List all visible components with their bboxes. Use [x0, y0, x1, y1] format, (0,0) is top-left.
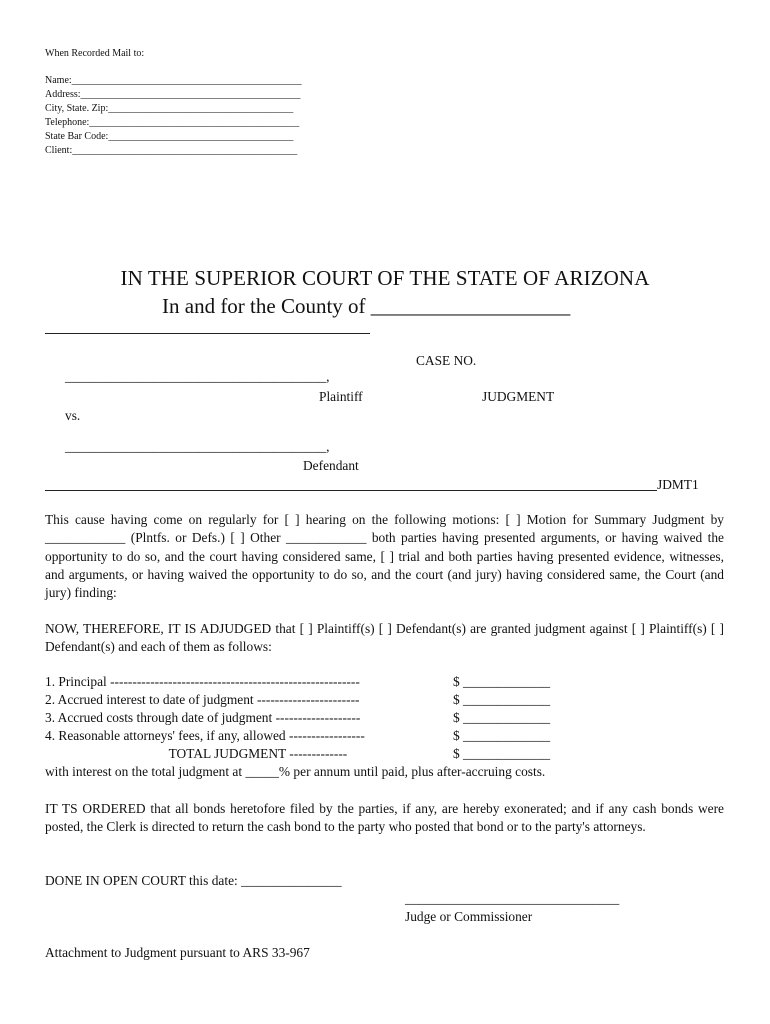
plaintiff-label: Plaintiff — [319, 389, 363, 404]
address-field[interactable]: Address:____________________________________________ — [45, 89, 301, 100]
attorney-fees-amount-field[interactable]: $ _____________ — [453, 728, 551, 743]
state-bar-code-field[interactable]: State Bar Code:_____________________________________ — [45, 131, 294, 142]
judgment-heading: JUDGMENT — [482, 389, 555, 404]
versus-label: vs. — [65, 408, 81, 423]
principal-label: 1. Principal -------------------------------------------------------- — [45, 674, 360, 689]
accrued-interest-label: 2. Accrued interest to date of judgment ----------------------- — [45, 692, 360, 707]
interest-rate-line[interactable]: with interest on the total judgment at _____% per annum until paid, plus after-accruing costs. — [45, 764, 546, 779]
accrued-costs-amount-field[interactable]: $ _____________ — [453, 710, 551, 725]
attachment-note: Attachment to Judgment pursuant to ARS 33-967 — [45, 945, 310, 960]
name-field[interactable]: Name:______________________________________________ — [45, 75, 302, 86]
defendant-name-line[interactable]: _______________________________________, — [65, 439, 330, 454]
form-code: JDMT1 — [657, 477, 699, 492]
recorded-mail-heading: When Recorded Mail to: — [45, 48, 145, 59]
done-in-open-court-line[interactable]: DONE IN OPEN COURT this date: _______________ — [45, 873, 342, 888]
client-field[interactable]: Client:_____________________________________________ — [45, 145, 298, 156]
county-line[interactable]: In and for the County of ___________________ — [162, 294, 571, 318]
total-judgment-label: TOTAL JUDGMENT ------------- — [45, 746, 348, 761]
plaintiff-name-line[interactable]: _______________________________________, — [65, 369, 330, 384]
findings-paragraph: This cause having come on regularly for [ ] hearing on the following motions: [ ] Motion for Summary Judgment by ____________ (Plntfs. or Defs.) [ ] Other ____________ both parties having presented arguments, or having waived the opportunity to do so, and the court having considered same, [ ] trial and both parties having presented evidence, witnesses, and arguments, or having waived the opportunity to do so, and the court (and jury) having considered same, the Court (and jury) finding: — [45, 512, 724, 601]
judge-signature-label: Judge or Commissioner — [405, 909, 533, 924]
accrued-costs-label: 3. Accrued costs through date of judgment ------------------- — [45, 710, 361, 725]
judge-signature-line[interactable]: ________________________________ — [405, 891, 620, 906]
attorney-fees-label: 4. Reasonable attorneys' fees, if any, allowed ----------------- — [45, 728, 365, 743]
caption-divider-bottom — [45, 490, 657, 491]
total-judgment-amount-field[interactable]: $ _____________ — [453, 746, 551, 761]
caption-divider-top — [45, 333, 370, 334]
defendant-label: Defendant — [303, 458, 359, 473]
court-title: IN THE SUPERIOR COURT OF THE STATE OF ARIZONA — [120, 266, 650, 290]
case-number-label: CASE NO. — [416, 353, 477, 368]
bonds-order-paragraph: IT TS ORDERED that all bonds heretofore filed by the parties, if any, are hereby exonerated; and if any cash bonds were posted, the Clerk is directed to return the cash bond to the party who posted that bond or to the party's attorneys. — [45, 801, 724, 835]
city-state-zip-field[interactable]: City, State. Zip:_____________________________________ — [45, 103, 294, 114]
telephone-field[interactable]: Telephone:__________________________________________ — [45, 117, 300, 128]
principal-amount-field[interactable]: $ _____________ — [453, 674, 551, 689]
accrued-interest-amount-field[interactable]: $ _____________ — [453, 692, 551, 707]
adjudged-paragraph: NOW, THEREFORE, IT IS ADJUDGED that [ ] Plaintiff(s) [ ] Defendant(s) are granted judgment against [ ] Plaintiff(s) [ ] Defendant(s) and each of them as follows: — [45, 621, 724, 655]
